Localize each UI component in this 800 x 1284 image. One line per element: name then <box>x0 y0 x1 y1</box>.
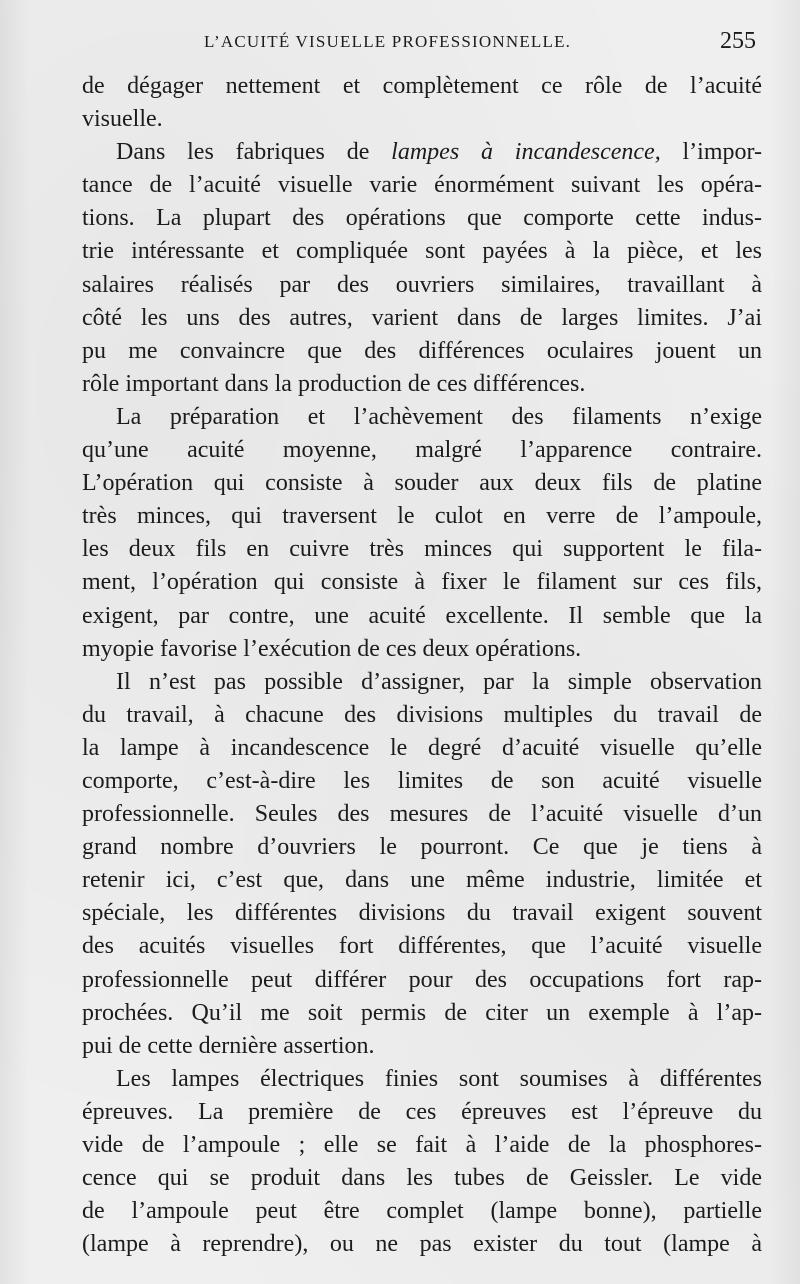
text-line: pui de cette dernière assertion. <box>82 1032 375 1059</box>
running-head <box>82 28 764 62</box>
text-line: ment, l’opération qui consiste à fixer le filament sur ces fils, <box>82 569 762 596</box>
text-line: côté les uns des autres, varient dans de larges limites. J’ai <box>82 304 762 331</box>
text-line: retenir ici, c’est que, dans une même industrie, limitée et <box>82 867 762 894</box>
text-line: grand nombre d’ouvriers le pourront. Ce que je tiens à <box>82 834 762 861</box>
text-line: rôle important dans la production de ces différences. <box>82 370 586 397</box>
text-line: épreuves. La première de ces épreuves est l’épreuve du <box>82 1098 762 1125</box>
text-line: pu me convaincre que des différences oculaires jouent un <box>82 337 762 364</box>
text-line: professionnelle. Seules des mesures de l’acuité visuelle d’un <box>82 801 762 828</box>
text-line: tance de l’acuité visuelle varie énormément suivant les opéra- <box>82 172 762 199</box>
text-line: qu’une acuité moyenne, malgré l’apparence contraire. <box>82 437 762 464</box>
text-line: cence qui se produit dans les tubes de Geissler. Le vide <box>82 1165 762 1192</box>
text-line: Les lampes électriques finies sont soumises à différentes <box>116 1065 762 1092</box>
text-line: L’opération qui consiste à souder aux deux fils de platine <box>82 470 762 497</box>
page-number: 255 <box>720 28 756 54</box>
text-line: de l’ampoule peut être complet (lampe bonne), partielle <box>82 1198 762 1225</box>
text-run: l’impor- <box>682 139 763 166</box>
running-title: L’ACUITÉ VISUELLE PROFESSIONNELLE. <box>204 32 572 51</box>
text-run: Dans les fabriques de <box>116 139 370 166</box>
italic-phrase: lampes à incandescence, <box>391 139 661 166</box>
text-line: prochées. Qu’il me soit permis de citer un exemple à l’ap- <box>82 999 762 1026</box>
text-line: professionnelle peut différer pour des occupations fort rap- <box>82 966 762 993</box>
text-line: (lampe à reprendre), ou ne pas exister du tout (lampe à <box>82 1231 762 1258</box>
text-line: comporte, c’est-à-dire les limites de son acuité visuelle <box>82 767 762 794</box>
text-line: de dégager nettement et complètement ce rôle de l’acuité <box>82 73 762 99</box>
text-line: exigent, par contre, une acuité excellente. Il semble que la <box>82 602 762 629</box>
text-line: tions. La plupart des opérations que comporte cette indus- <box>82 205 762 232</box>
text-line: Il n’est pas possible d’assigner, par la simple observation <box>116 668 762 695</box>
text-line: la lampe à incandescence le degré d’acuité visuelle qu’elle <box>82 734 762 761</box>
text-line: myopie favorise l’exécution de ces deux opérations. <box>82 635 582 662</box>
text-line <box>82 136 762 169</box>
text-line: trie intéressante et compliquée sont payées à la pièce, et les <box>82 238 762 265</box>
text-line: salaires réalisés par des ouvriers similaires, travaillant à <box>82 271 762 298</box>
text-line: La préparation et l’achèvement des filaments n’exige <box>116 403 762 430</box>
text-line: très minces, qui traversent le culot en verre de l’ampoule, <box>82 503 762 530</box>
text-line: spéciale, les différentes divisions du travail exigent souvent <box>82 900 762 927</box>
text-line: vide de l’ampoule ; elle se fait à l’aide de la phosphores- <box>82 1132 762 1158</box>
text-line: les deux fils en cuivre très minces qui supportent le fila- <box>82 536 762 563</box>
text-line: des acuités visuelles fort différentes, que l’acuité visuelle <box>82 933 762 960</box>
body-text <box>82 70 762 1261</box>
text-line: visuelle. <box>82 106 163 133</box>
text-line: du travail, à chacune des divisions multiples du travail de <box>82 701 762 728</box>
